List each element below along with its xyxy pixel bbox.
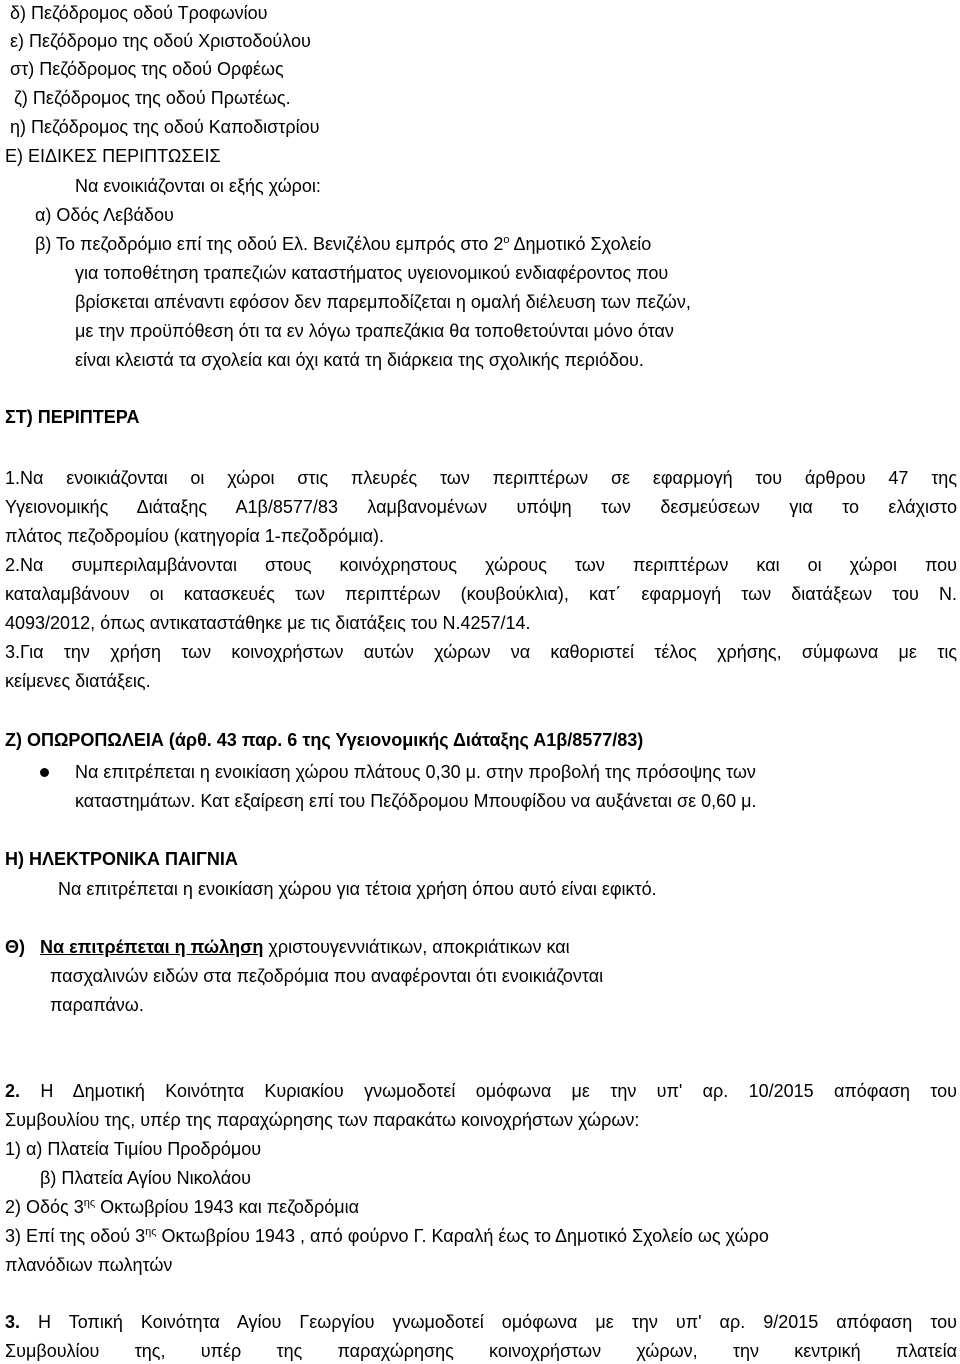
item2-line4: β) Πλατεία Αγίου Νικολάου [40,1168,251,1188]
section-e-item-b-line5: είναι κλειστά τα σχολεία και όχι κατά τη διάρκεια της σχολικής περιόδου. [75,350,644,370]
section-st-p1-line1: 1.Να ενοικιάζονται οι χώροι στις πλευρές των περιπτέρων σε εφαρμογή του άρθρου 47 της [5,468,957,488]
item2-line1: 2. Η Δημοτική Κοινότητα Κυριακίου γνωμοδοτεί ομόφωνα με την υπ' αρ. 10/2015 απόφαση του [5,1081,957,1101]
item2-line3: 1) α) Πλατεία Τιμίου Προδρόμου [5,1139,262,1159]
list-item-h: η) Πεζόδρομος της οδού Καποδιστρίου [10,117,320,137]
list-item-d: δ) Πεζόδρομος οδού Τροφωνίου [10,3,268,23]
bullet-icon [40,768,49,777]
section-z-bullet-line2: καταστημάτων. Κατ εξαίρεση επί του Πεζόδρομου Μπουφίδου να αυξάνεται σε 0,60 μ. [75,791,757,811]
section-h-title: Η) ΗΛΕΚΤΡΟΝΙΚΑ ΠΑΙΓΝΙΑ [5,849,238,869]
section-st-p2-line3: 4093/2012, όπως αντικαταστάθηκε με τις διατάξεις του Ν.4257/14. [5,613,531,633]
section-th-line1: Θ) Να επιτρέπεται η πώληση χριστουγεννιάτικων, αποκριάτικων και [5,937,570,957]
section-e-title: Ε) ΕΙΔΙΚΕΣ ΠΕΡΙΠΤΩΣΕΙΣ [5,146,221,166]
section-st-p1-line2: Υγειονομικής Διάταξης Α1β/8577/83 λαμβανομένων υπόψη των δεσμεύσεων για το ελάχιστο [5,497,957,517]
list-item-st: στ) Πεζόδρομος της οδού Ορφέως [10,59,284,79]
section-e-intro: Να ενοικιάζονται οι εξής χώροι: [75,176,321,196]
item2-line2: Συμβουλίου της, υπέρ της παραχώρησης των παρακάτω κοινοχρήστων χώρων: [5,1110,640,1130]
section-st-p2-line1: 2.Να συμπεριλαμβάνονται στους κοινόχρηστους χώρους των περιπτέρων και οι χώροι που [5,555,957,575]
section-st-p2-line2: καταλαμβάνουν οι κατασκευές των περιπτέρων (κουβούκλια), κατ΄ εφαρμογή των διατάξεων του Ν. [5,584,957,604]
section-st-p3-line1: 3.Για την χρήση των κοινοχρήστων αυτών χώρων να καθοριστεί τέλος χρήσης, σύμφωνα με τις [5,642,957,662]
section-st-p3-line2: κείμενες διατάξεις. [5,671,151,691]
section-th-line2: πασχαλινών ειδών στα πεζοδρόμια που αναφέρονται ότι ενοικιάζονται [50,966,604,986]
item3-line2: Συμβουλίου της, υπέρ της παραχώρησης κοινοχρήστων χώρων, την κεντρική πλατεία [5,1341,957,1361]
list-item-e: ε) Πεζόδρομο της οδού Χριστοδούλου [10,31,311,51]
section-z-bullet-line1: Να επιτρέπεται η ενοικίαση χώρου πλάτους 0,30 μ. στην προβολή της πρόσοψης των [75,762,756,782]
item2-line6: 3) Επί της οδού $3^{\eta\varsigma}$ Οκτωβρίου 1943 , από φούρνο Γ. Καραλή έως το Δημοτικό Σχολείο ως χώρο [5,1226,769,1246]
section-th-line3: παραπάνω. [50,995,144,1015]
section-e-item-b-line2: για τοποθέτηση τραπεζιών καταστήματος υγειονομικού ενδιαφέροντος που [75,263,669,283]
section-e-item-b-line4: με την προϋπόθεση ότι τα εν λόγω τραπεζάκια θα τοποθετούνται μόνο όταν [75,321,674,341]
item2-line7: πλανόδιων πωλητών [5,1255,173,1275]
section-e-item-b-line3: βρίσκεται απέναντι εφόσον δεν παρεμποδίζεται η ομαλή διέλευση των πεζών, [75,292,691,312]
section-e-item-b-line1: β) Το πεζοδρόμιο επί της οδού Ελ. Βενιζέλου εμπρός στο $2^o$ Δημοτικό Σχολείο [35,234,652,254]
section-st-p1-line3: πλάτος πεζοδρομίου (κατηγορία 1-πεζοδρόμια). [5,526,384,546]
section-e-item-a: α) Οδός Λεβάδου [35,205,174,225]
item3-line1: 3. Η Τοπική Κοινότητα Αγίου Γεωργίου γνωμοδοτεί ομόφωνα με την υπ' αρ. 9/2015 απόφαση του [5,1312,957,1332]
section-z-title: Ζ) ΟΠΩΡΟΠΩΛΕΙΑ (άρθ. 43 παρ. 6 της Υγειονομικής Διάταξης Α1β/8577/83) [5,730,644,750]
list-item-z: ζ) Πεζόδρομος της οδού Πρωτέως. [14,88,291,108]
section-h-text: Να επιτρέπεται η ενοικίαση χώρου για τέτοια χρήση όπου αυτό είναι εφικτό. [58,879,657,899]
section-st-title: ΣΤ) ΠΕΡΙΠΤΕΡΑ [5,407,140,427]
item2-line5: 2) Οδός $3^{\eta\varsigma}$ Οκτωβρίου 1943 και πεζοδρόμια [5,1197,359,1217]
